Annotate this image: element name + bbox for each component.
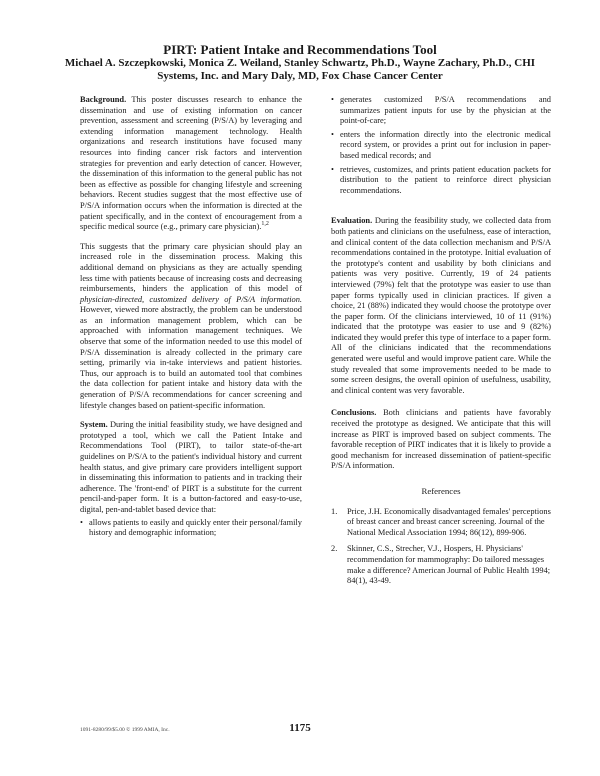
left-column — [80, 95, 302, 542]
references-heading: References — [421, 486, 461, 496]
bullet-text: enters the information directly into the electronic medical record system, or provides a print out for inclusion in paper-based medical records; and — [340, 129, 551, 160]
bullet-item — [331, 95, 551, 127]
background-text-2b: However, viewed more abstractly, the problem can be understood as an information management problem, which can be approached with information management techniques. We observe that some of the information needed to use this model of P/S/A dissemination is already collected in the primary care setting, primarily via in-take interviews and patient histories. Thus, our approach is to build an automated tool that combines the data collection for patient intake and history data with the generation of P/S/A recommendations for cancer screening and lifestyle changes based on patient-specific information. — [80, 305, 302, 410]
bullet-item — [331, 130, 551, 162]
reference-item — [331, 544, 551, 586]
bullet-item — [331, 165, 551, 197]
reference-text: Skinner, C.S., Strecher, V.J., Hospers, H. Physicians' recommendation for mammography: Do tailored messages make a difference? American Journal of Public Health 1994; 84(1), 43-49. — [347, 544, 551, 586]
bullet-text: allows patients to easily and quickly enter their personal/family history and demographic information; — [89, 517, 302, 538]
emphasis-text: physician-directed, customized delivery of P/S/A information. — [80, 294, 302, 304]
page-number: 1175 — [289, 722, 311, 734]
author-line: Michael A. Szczepkowski, Monica Z. Weiland, Stanley Schwartz, Ph.D., Wayne Zachary, Ph.D., CHI Systems, Inc. and Mary Daly, MD, Fox Chase Cancer Center — [64, 57, 536, 82]
background-heading: Background. — [80, 95, 127, 104]
reference-number: 2. — [331, 544, 338, 554]
bullet-icon: • — [331, 129, 334, 139]
conclusions-text: Both clinicians and patients have favorably received the prototype as designed. We anticipate that this will increase as PIRT is improved based on subject comments. The favorable reception of PIRT indicates that it is likely to provide a good mechanism for increased dissemination of patient-specific P/S/A information. — [331, 408, 552, 471]
paper-title: PIRT: Patient Intake and Recommendations Tool — [163, 42, 437, 57]
bullet-icon: • — [331, 164, 334, 174]
reference-number: 1. — [331, 506, 338, 516]
bullet-icon: • — [331, 95, 334, 104]
citation-superscript: 1,2 — [261, 221, 269, 228]
background-text: This poster discusses research to enhance the dissemination and use of existing information on cancer prevention, assessment and screening (P/S/A) by leveraging and extending information management technology. Health organizations and research institutions have focused many resources into finding cancer risk factors and intervention strategies for prevention and early detection of cancer. However, the dissemination of this information to the general public has not been as effective as possible for changing lifestyle and screening behaviors. Recent studies suggest that the most effective use of P/S/A information occurs when the information is directed at the patient specifically, and in the context of encouragement from a specific medical source (e.g., primary care physician). — [80, 95, 302, 232]
right-column — [331, 95, 551, 593]
bullet-text: retrieves, customizes, and prints patient education packets for distribution to the patient to reinforce direct physician recommendations. — [340, 164, 551, 195]
conclusions-heading: Conclusions. — [331, 408, 377, 418]
system-heading: System. — [80, 420, 108, 430]
reference-item — [331, 507, 551, 539]
system-text: During the initial feasibility study, we have designed and prototyped a tool, which we call the Patient Intake and Recommendations Tool (PIRT), to tailor state-of-the-art guidelines on P/S/A to the patient's individual history and current health status, and give primary care providers intelligent support in disseminating this information to patients and in tracking their adherence. The 'front-end' of PIRT is a substitute for the current pencil-and-paper form. It is a button-factored and easy-to-use, digital, pen-and-tablet based device that: — [80, 420, 303, 514]
conclusions-paragraph — [331, 408, 551, 472]
copyright-footer: 1091-8280/99/$5.00 © 1999 AMIA, Inc. — [80, 727, 170, 733]
background-paragraph-2 — [80, 242, 302, 412]
background-text-2a: This suggests that the primary care physician should play an increased role in the dissemination process. Making this additional demand on physicians as they are actually spending less time with patients because of increasing costs and decreasing reimbursements, hinders the application of this model of — [80, 241, 302, 294]
system-paragraph — [80, 420, 302, 515]
evaluation-heading: Evaluation. — [331, 216, 373, 226]
reference-text: Price, J.H. Economically disadvantaged females' perceptions of breast cancer and breast cancer screening. Journal of the National Medical Association 1994; 86(12), 899-906. — [347, 506, 551, 537]
background-paragraph — [80, 95, 302, 233]
bullet-icon: • — [80, 517, 83, 527]
evaluation-paragraph — [331, 216, 551, 396]
bullet-text: generates customized P/S/A recommendations and summarizes patient inputs for use by the physician at the point-of-care; — [340, 95, 551, 126]
evaluation-text: During the feasibility study, we collected data from both patients and clinicians on the usefulness, ease of interaction, and clinical content of the data collection mechanism and P/S/A recommendations contained in the prototype. Initial evaluation of the prototype's content and usability by both clinicians and patients was very positive. Currently, 19 of 24 patients interviewed (79%) felt that the prototype was easier to use than paper forms typically used in clinician practices. If given a choice, 21 (88%) indicated they would choose the prototype over the paper form. Of the clinicians interviewed, 10 of 11 (91%) indicated that the prototype was easier to use and 9 (82%) indicated they would prefer this type of interface to a paper form. All of the clinicians indicated that the recommendations generated were useful and would improve patient care. While the study revealed that some improvements needed to be made to some screen designs, the overall opinion of usefulness, usability, and clinical content was very favorable. — [331, 216, 552, 395]
bullet-item — [80, 518, 302, 539]
